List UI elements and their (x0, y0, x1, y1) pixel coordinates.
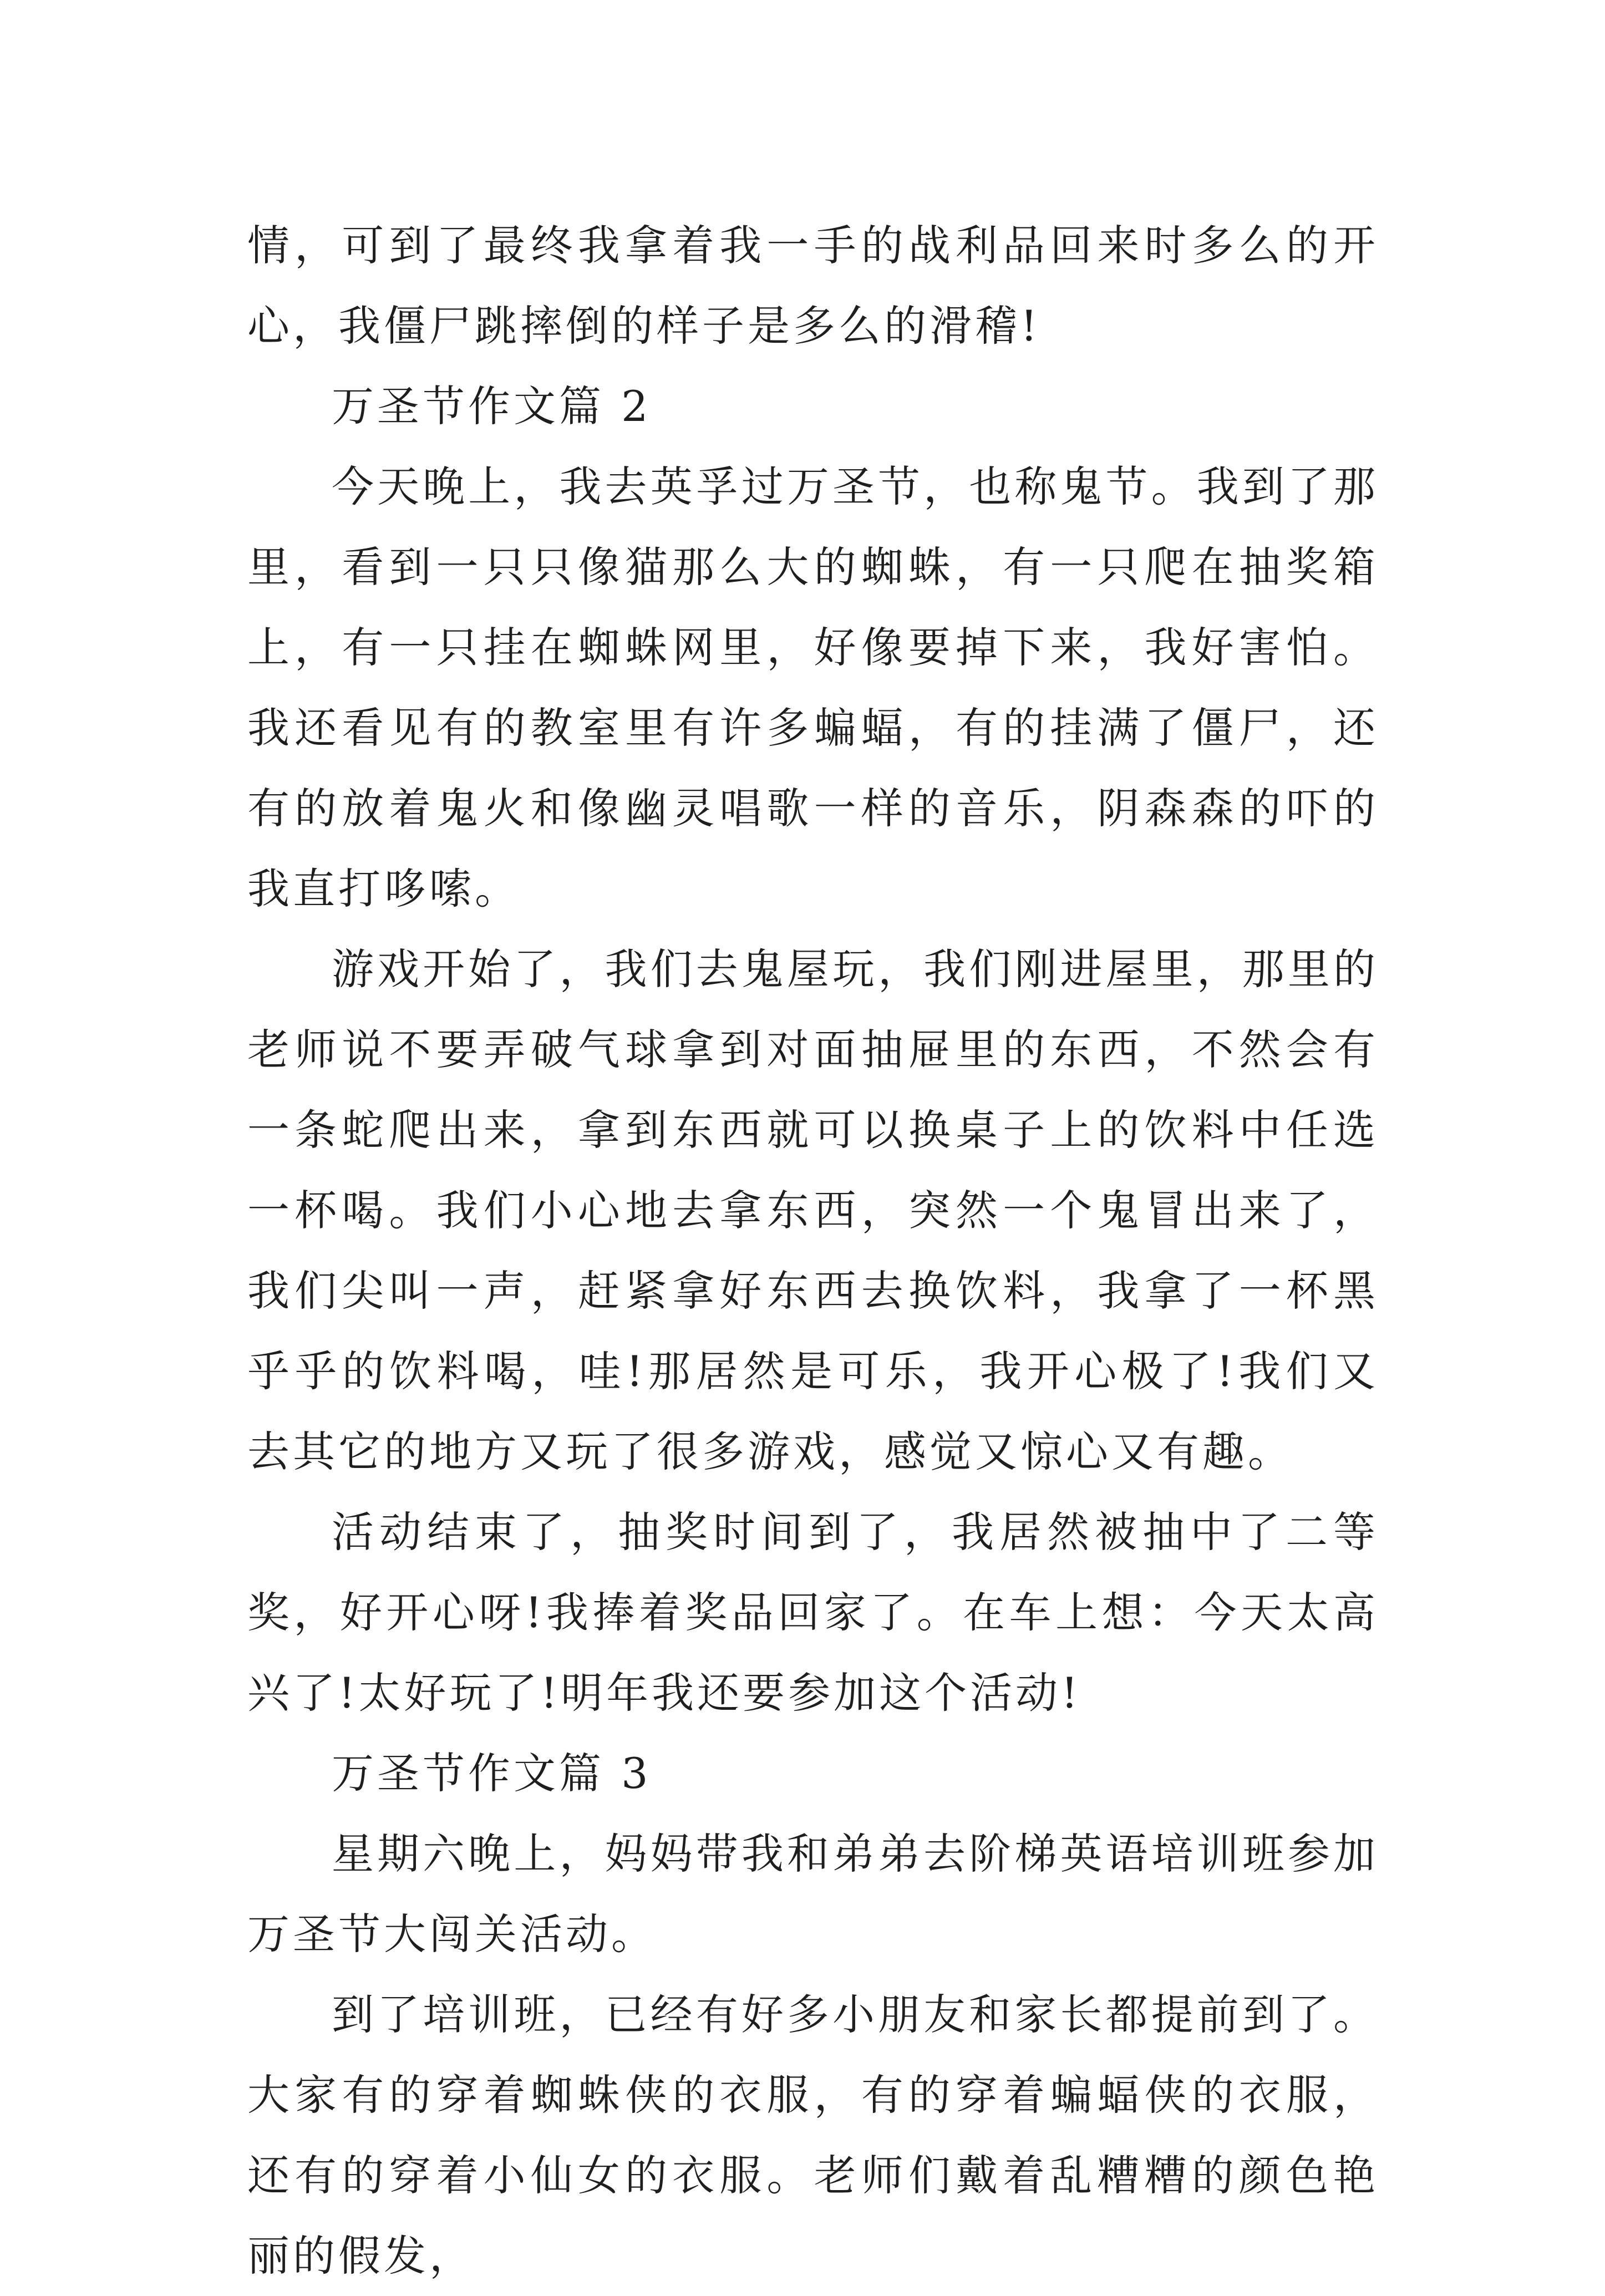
paragraph-5: 星期六晚上，妈妈带我和弟弟去阶梯英语培训班参加万圣节大闯关活动。 (247, 1829, 1379, 1959)
paragraph-3: 游戏开始了，我们去鬼屋玩，我们刚进屋里，那里的老师说不要弄破气球拿到对面抽屉里的东西，不然会有一条蛇爬出来，拿到东西就可以换桌子上的饮料中任选一杯喝。我们小心地去拿东西，突然一个鬼冒出来了，我们尖叫一声，赶紧拿好东西去换饮料，我拿了一杯黑乎乎的饮料喝，哇!那居然是可乐，我开心极了!我们又去其它的地方又玩了很多游戏，感觉又惊心又有趣。 (247, 944, 1379, 1476)
paragraph-2: 今天晚上，我去英孚过万圣节，也称鬼节。我到了那里，看到一只只像猫那么大的蜘蛛，有一只爬在抽奖箱上，有一只挂在蜘蛛网里，好像要掉下来，我好害怕。我还看见有的教室里有许多蝙蝠，有的挂满了僵尸，还有的放着鬼火和像幽灵唱歌一样的音乐，阴森森的吓的我直打哆嗦。 (247, 462, 1379, 913)
paragraph-1: 情，可到了最终我拿着我一手的战利品回来时多么的开心，我僵尸跳摔倒的样子是多么的滑稽! (247, 221, 1379, 351)
document-body (247, 205, 1379, 2296)
paragraph-4: 活动结束了，抽奖时间到了，我居然被抽中了二等奖，好开心呀!我捧着奖品回家了。在车上想：今天太高兴了!太好玩了!明年我还要参加这个活动! (247, 1507, 1379, 1718)
paragraph-6: 到了培训班，已经有好多小朋友和家长都提前到了。大家有的穿着蜘蛛侠的衣服，有的穿着蝙蝠侠的衣服，还有的穿着小仙女的衣服。老师们戴着乱糟糟的颜色艳丽的假发， (247, 1990, 1379, 2280)
section-heading-2: 万圣节作文篇 2 (332, 382, 652, 431)
section-heading-3: 万圣节作文篇 3 (332, 1749, 652, 1798)
